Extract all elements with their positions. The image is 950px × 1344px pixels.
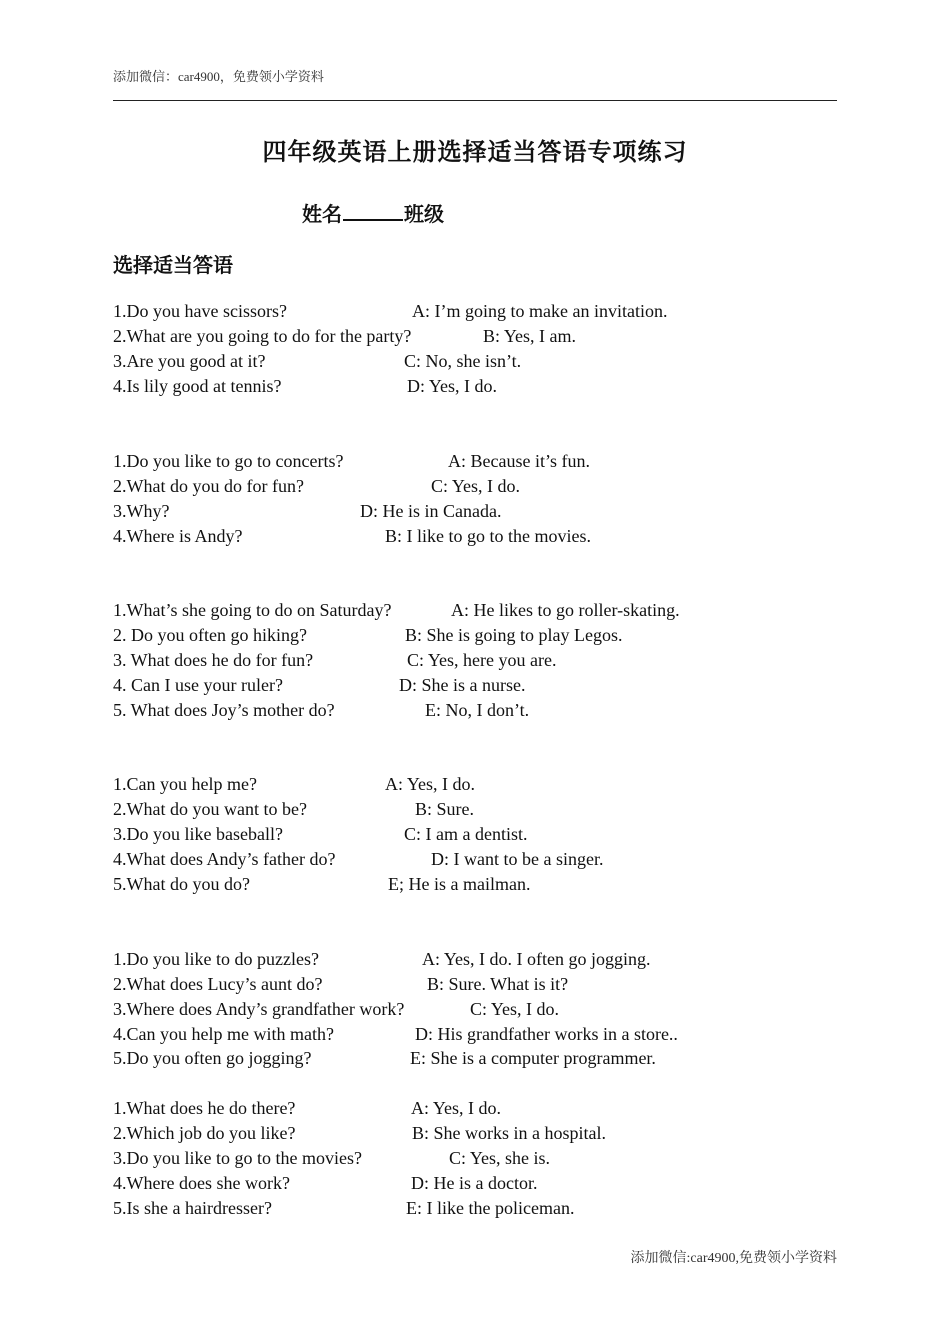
question: 3.Are you good at it? — [113, 351, 266, 371]
answer-option: D: She is a nurse. — [399, 675, 526, 695]
name-class-line — [302, 198, 444, 227]
question: 3. What does he do for fun? — [113, 650, 314, 670]
answer-option: C: Yes, here you are. — [407, 650, 557, 670]
answer-option: D: He is in Canada. — [360, 501, 502, 521]
question: 5.What do you do? — [113, 874, 250, 894]
question: 4.Where does she work? — [113, 1173, 290, 1193]
question: 1.Do you have scissors? — [113, 301, 287, 321]
question: 2.What are you going to do for the party? — [113, 326, 412, 346]
answer-option: C: Yes, I do. — [431, 476, 521, 496]
answer-option: A: Yes, I do. I often go jogging. — [422, 949, 651, 969]
question: 3.Why? — [113, 501, 170, 521]
answer-option: D: Yes, I do. — [407, 376, 498, 396]
answer-option: A: Yes, I do. — [385, 774, 476, 794]
answer-option: E; He is a mailman. — [388, 874, 531, 894]
answer-option: C: Yes, I do. — [470, 999, 560, 1019]
name-blank — [343, 201, 403, 221]
footer-note: 添加微信:car4900,免费领小学资料 — [630, 1251, 837, 1266]
answer-option: D: He is a doctor. — [411, 1173, 538, 1193]
answer-option: B: Sure. — [415, 799, 475, 819]
answer-option: D: His grandfather works in a store.. — [415, 1024, 678, 1044]
answer-option: A: He likes to go roller-skating. — [451, 600, 680, 620]
question: 4.Is lily good at tennis? — [113, 376, 282, 396]
section-heading: 选择适当答语 — [113, 253, 233, 277]
question: 2.Which job do you like? — [113, 1123, 296, 1143]
answer-option: A: I’m going to make an invitation. — [412, 301, 668, 321]
answer-option: D: I want to be a singer. — [431, 849, 604, 869]
question: 1.Can you help me? — [113, 774, 257, 794]
question: 3.Do you like to go to the movies? — [113, 1148, 362, 1168]
page-title: 四年级英语上册选择适当答语专项练习 — [262, 138, 688, 166]
question: 2.What does Lucy’s aunt do? — [113, 974, 323, 994]
answer-option: B: Yes, I am. — [483, 326, 577, 346]
question: 4.Can you help me with math? — [113, 1024, 334, 1044]
answer-option: E: She is a computer programmer. — [410, 1048, 656, 1068]
question: 4.Where is Andy? — [113, 526, 243, 546]
answer-option: B: Sure. What is it? — [427, 974, 569, 994]
answer-option: A: Yes, I do. — [411, 1098, 502, 1118]
answer-option: B: She is going to play Legos. — [405, 625, 623, 645]
question: 1.What does he do there? — [113, 1098, 296, 1118]
class-label: 班级 — [404, 202, 444, 226]
question: 5.Do you often go jogging? — [113, 1048, 312, 1068]
question: 3.Do you like baseball? — [113, 824, 283, 844]
question: 2.What do you want to be? — [113, 799, 307, 819]
header-divider — [113, 100, 837, 101]
question: 1.What’s she going to do on Saturday? — [113, 600, 392, 620]
question: 2. Do you often go hiking? — [113, 625, 307, 645]
question: 1.Do you like to go to concerts? — [113, 451, 344, 471]
name-label: 姓名 — [302, 202, 342, 226]
answer-option: E: No, I don’t. — [425, 700, 530, 720]
question: 2.What do you do for fun? — [113, 476, 304, 496]
question: 5. What does Joy’s mother do? — [113, 700, 335, 720]
header-note: 添加微信：car4900，免费领小学资料 — [113, 69, 324, 84]
question: 1.Do you like to do puzzles? — [113, 949, 319, 969]
question: 4. Can I use your ruler? — [113, 675, 283, 695]
question: 4.What does Andy’s father do? — [113, 849, 336, 869]
answer-option: B: She works in a hospital. — [412, 1123, 606, 1143]
answer-option: C: No, she isn’t. — [404, 351, 522, 371]
answer-option: A: Because it’s fun. — [448, 451, 590, 471]
answer-option: E: I like the policeman. — [406, 1198, 575, 1218]
question: 5.Is she a hairdresser? — [113, 1198, 272, 1218]
answer-option: C: Yes, she is. — [449, 1148, 551, 1168]
answer-option: B: I like to go to the movies. — [385, 526, 591, 546]
question: 3.Where does Andy’s grandfather work? — [113, 999, 405, 1019]
answer-option: C: I am a dentist. — [404, 824, 528, 844]
